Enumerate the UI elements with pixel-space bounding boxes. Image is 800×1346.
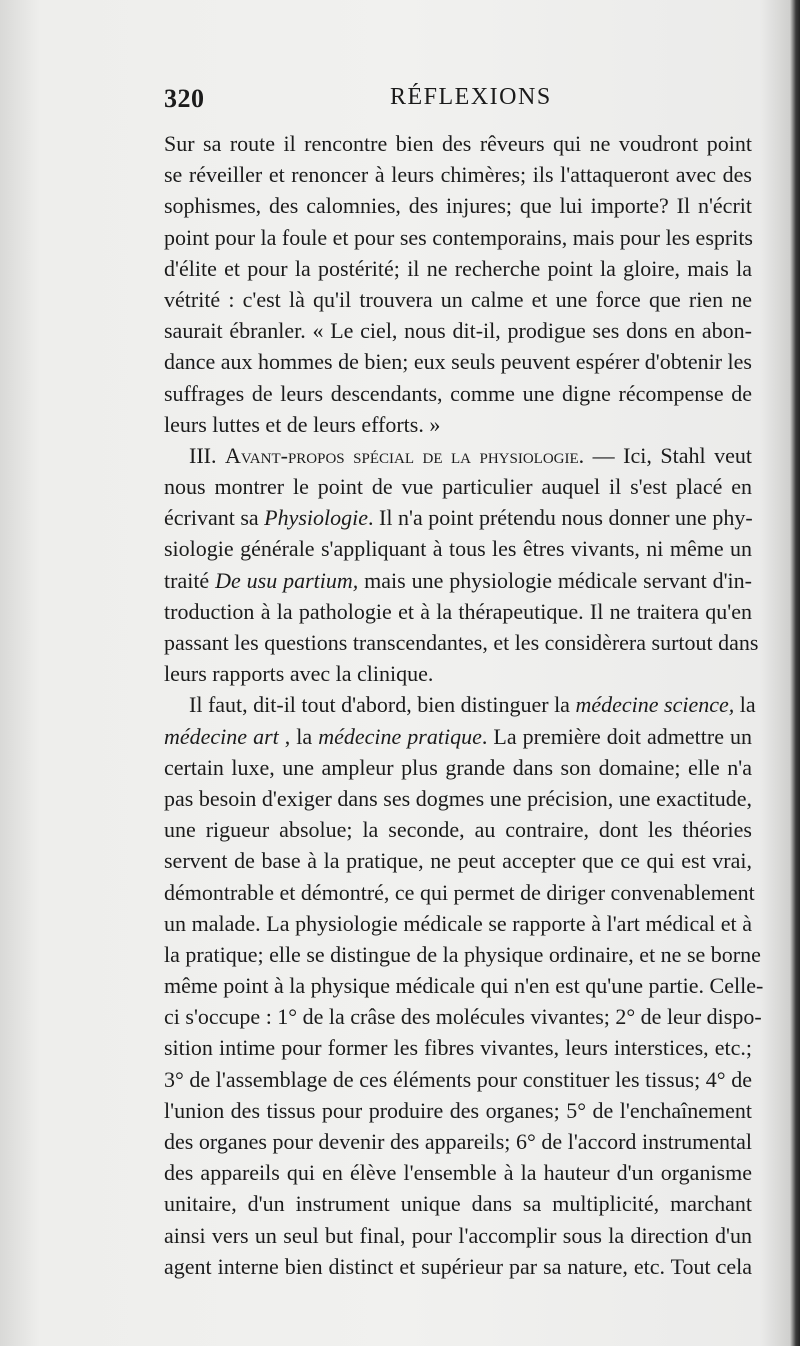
text-line: écrivant sa Physiologie. Il n'a point prétendu nous donner une phy- (164, 505, 753, 531)
text-line: l'union des tissus pour produire des organes; 5° de l'enchaînement (164, 1097, 752, 1123)
page-header (164, 84, 740, 124)
text-line: troduction à la pathologie et à la thérapeutique. Il ne traitera qu'en (164, 598, 752, 624)
text-line: d'élite et pour la postérité; il ne recherche point la gloire, mais la (164, 255, 752, 281)
text-line: leurs luttes et de leurs efforts. » (164, 411, 441, 437)
text-line: dance aux hommes de bien; eux seuls peuvent espérer d'obtenir les (164, 349, 752, 375)
text-line: vétrité : c'est là qu'il trouvera un calme et une force que rien ne (164, 286, 752, 312)
text-line: pas besoin d'exiger dans ses dogmes une précision, une exactitude, (164, 785, 752, 811)
section-heading: Avant-propos spécial de la physiologie. (225, 442, 585, 468)
text-line: sophismes, des calomnies, des injures; que lui importe? Il n'écrit (164, 193, 752, 219)
text-line: médecine art , la médecine pratique. La première doit admettre un (164, 723, 753, 749)
text-line: la pratique; elle se distingue de la physique ordinaire, et ne se borne (164, 941, 761, 967)
section-heading-line: III. Avant-propos spécial de la physiologie. — Ici, Stahl veut (189, 442, 753, 468)
text-line: suffrages de leurs descendants, comme une digne récompense de (164, 380, 752, 406)
text-line: ci s'occupe : 1° de la crâse des molécules vivantes; 2° de leur dispo- (164, 1004, 762, 1030)
text-line: des organes pour devenir des appareils; 6° de l'accord instrumental (164, 1129, 752, 1154)
text-line: sition intime pour former les fibres vivantes, leurs interstices, etc.; (164, 1035, 752, 1061)
text-line: Sur sa route il rencontre bien des rêveurs qui ne voudront point (164, 131, 752, 156)
text-line: passant les questions transcendantes, et les considèrera surtout dans (164, 630, 759, 655)
text-line: un malade. La physiologie médicale se rapporte à l'art médical et à (164, 910, 752, 936)
text-line: agent interne bien distinct et supérieur par sa nature, etc. Tout cela (164, 1253, 752, 1279)
text-line: 3° de l'assemblage de ces éléments pour constituer les tissus; 4° de (164, 1066, 752, 1092)
text-line: une rigueur absolue; la seconde, au contraire, dont les théories (164, 817, 752, 843)
text-line: siologie générale s'appliquant à tous les êtres vivants, ni même un (164, 536, 752, 562)
text-line: même point à la physique médicale qui n'en est qu'une partie. Celle- (164, 973, 764, 999)
text-line: leurs rapports avec la clinique. (164, 661, 434, 687)
text-line: saurait ébranler. « Le ciel, nous dit-il, prodigue ses dons en abon- (164, 318, 752, 344)
text-line: nous montrer le point de vue particulier auquel il s'est placé en (164, 474, 752, 500)
text-line: traité De usu partium, mais une physiologie médicale servant d'in- (164, 567, 752, 593)
text-line: servent de base à la pratique, ne peut accepter que ce qui est vrai, (164, 848, 752, 874)
text-line: unitaire, d'un instrument unique dans sa multiplicité, marchant (164, 1191, 752, 1217)
text-line: point pour la foule et pour ses contemporains, mais pour les esprits (164, 224, 753, 250)
text-line: Il faut, dit-il tout d'abord, bien distinguer la médecine science, la (189, 692, 756, 718)
text-line: des appareils qui en élève l'ensemble à la hauteur d'un organisme (164, 1160, 752, 1186)
body-text (164, 128, 764, 1282)
page-number: 320 (164, 84, 205, 113)
text-line: ainsi vers un seul but final, pour l'accomplir sous la direction d'un (164, 1222, 752, 1248)
text-line: démontrable et démontré, ce qui permet de diriger convenablement (164, 879, 755, 905)
text-line: certain luxe, une ampleur plus grande dans son domaine; elle n'a (164, 754, 752, 780)
text-line: se réveiller et renoncer à leurs chimères; ils l'attaqueront avec des (164, 162, 752, 188)
running-title: RÉFLEXIONS (390, 84, 552, 110)
